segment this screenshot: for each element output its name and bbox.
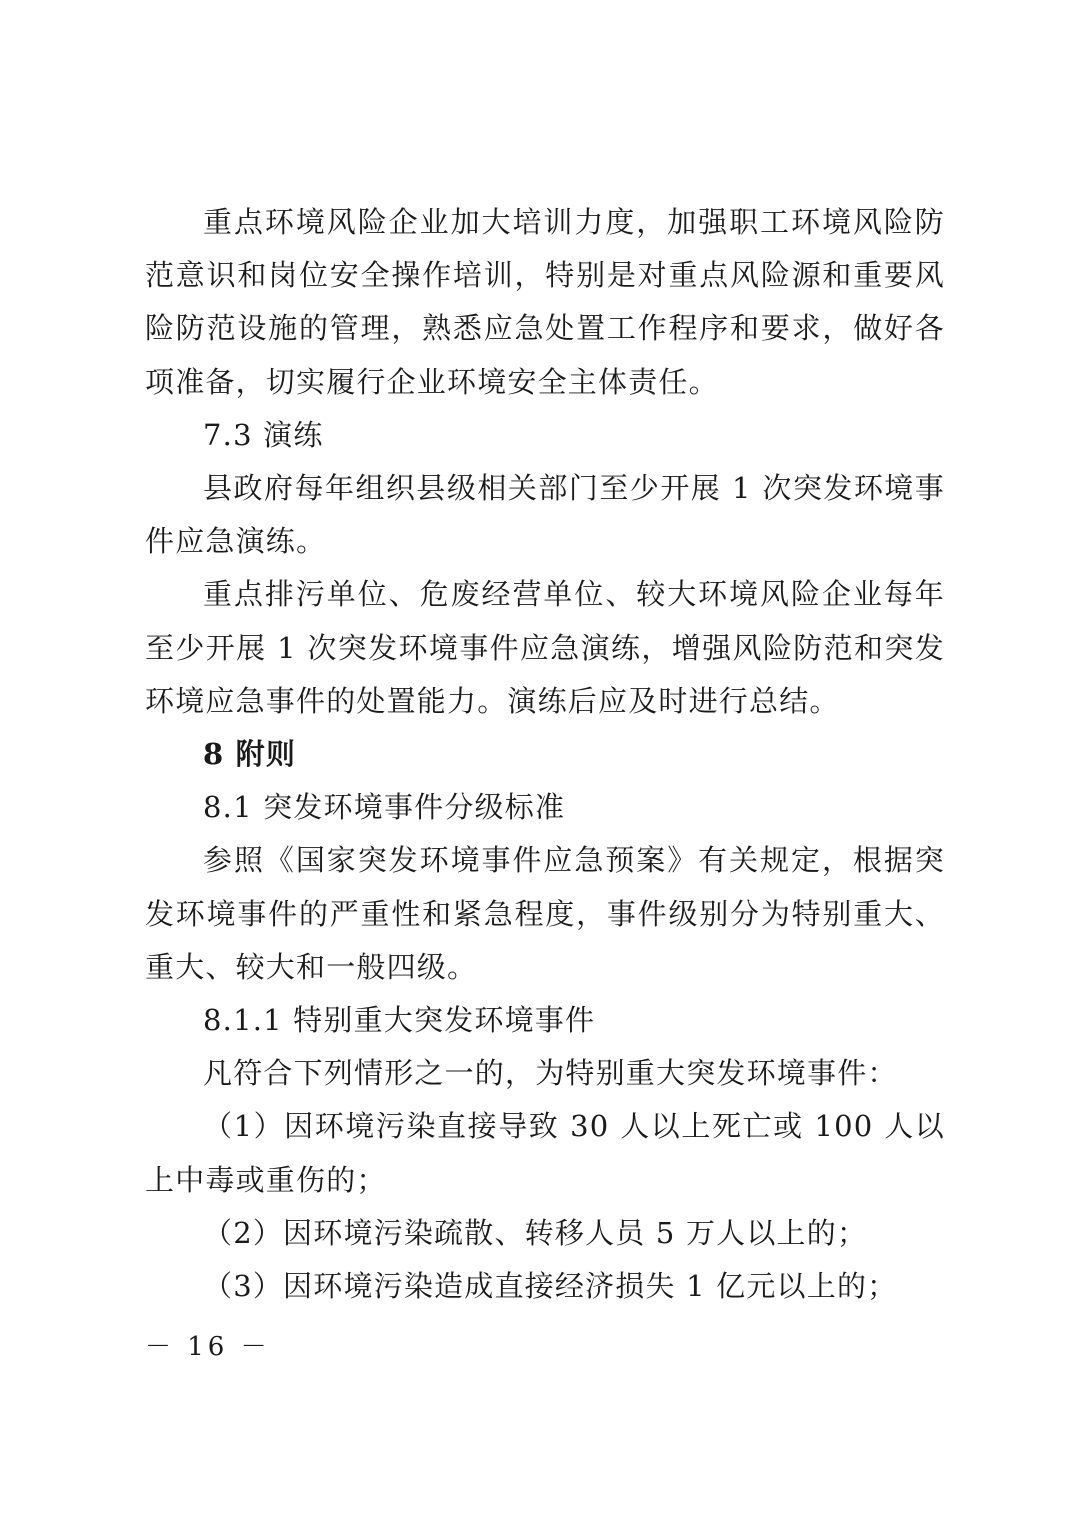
page-number: － 16 － [145,1332,271,1362]
paragraph-criteria-intro: 凡符合下列情形之一的，为特别重大突发环境事件： [203,1056,898,1091]
section-heading-8-1: 8.1 突发环境事件分级标准 [203,790,566,825]
document-body [145,196,945,1313]
list-item-criterion-1: （1）因环境污染直接导致 30 人以上死亡或 100 人以上中毒或重伤的； [145,1109,945,1197]
list-item-criterion-3: （3）因环境污染造成直接经济损失 1 亿元以上的； [203,1269,898,1304]
list-item-criterion-2: （2）因环境污染疏散、转移人员 5 万人以上的； [203,1215,868,1250]
section-heading-8: 8 附则 [203,737,297,772]
paragraph-county-drill: 县政府每年组织县级相关部门至少开展 1 次突发环境事件应急演练。 [145,471,945,559]
paragraph-training: 重点环境风险企业加大培训力度，加强职工环境风险防范意识和岗位安全操作培训，特别是对重点风险源和重要风险防范设施的管理，熟悉应急处置工作程序和要求，做好各项准备，切实履行企业环境安全主体责任。 [145,205,945,399]
section-heading-7-3: 7.3 演练 [203,417,324,452]
section-heading-8-1-1: 8.1.1 特别重大突发环境事件 [203,1003,596,1038]
paragraph-enterprise-drill: 重点排污单位、危废经营单位、较大环境风险企业每年至少开展 1 次突发环境事件应急演练，增强风险防范和突发环境应急事件的处置能力。演练后应及时进行总结。 [145,577,945,718]
paragraph-classification: 参照《国家突发环境事件应急预案》有关规定，根据突发环境事件的严重性和紧急程度，事件级别分为特别重大、重大、较大和一般四级。 [145,843,945,984]
